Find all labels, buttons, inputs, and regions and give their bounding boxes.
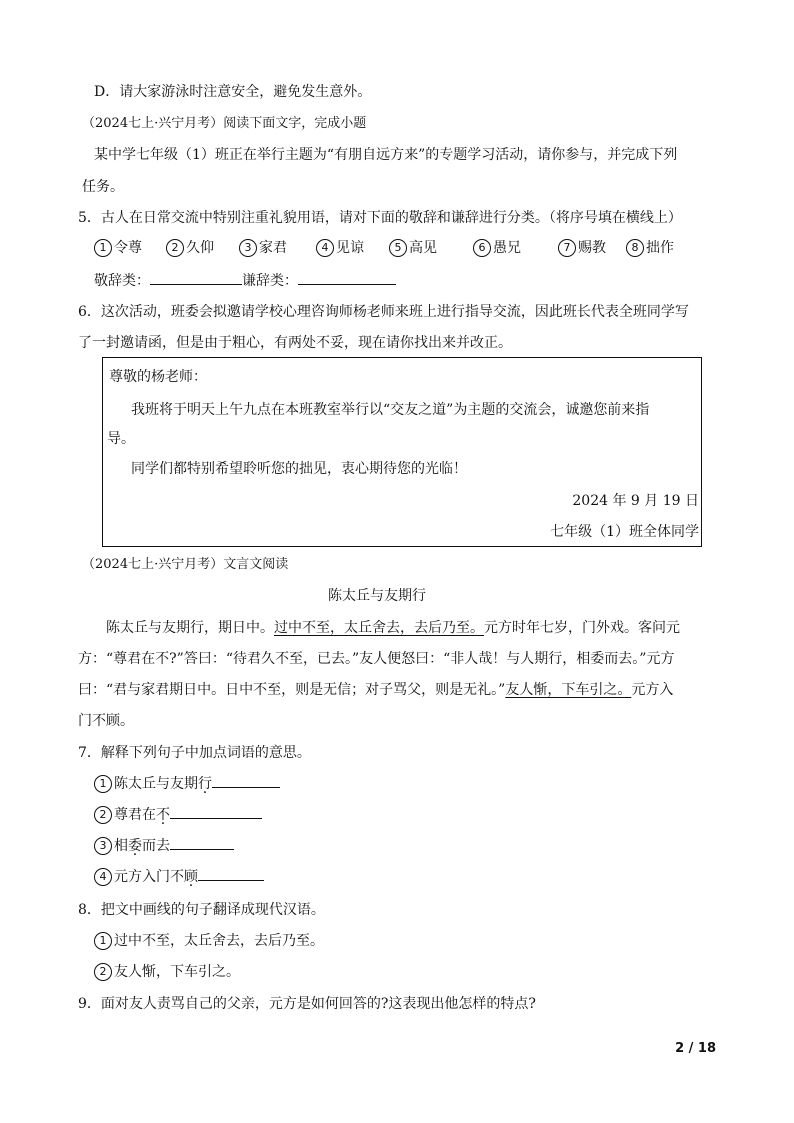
passage-line-1: 陈太丘与友期行，期日中。过中不至，太丘舍去，去后乃至。元方时年七岁，门外戏。客问元 [106, 620, 680, 636]
invitation-letter-box [102, 357, 702, 547]
option-item: 8 拙作 [626, 238, 674, 258]
question-7-stem: 7．解释下列句子中加点词语的意思。 [78, 745, 311, 761]
dotted-word: 委 [128, 838, 142, 854]
letter-date: 2024 年 9 月 19 日 [572, 493, 699, 509]
humble-answer-blank[interactable] [298, 270, 396, 285]
question-7-item: 1 陈太丘与友期行 [94, 773, 280, 794]
letter-salutation: 尊敬的杨老师： [109, 369, 207, 385]
option-item: 4 见谅 [316, 238, 364, 258]
letter-body-line-3: 同学们都特别希望聆听您的拙见，衷心期待您的光临！ [131, 461, 467, 477]
page-number: 2 / 18 [675, 1041, 716, 1056]
letter-body-line-2: 导。 [107, 431, 135, 447]
passage-title: 陈太丘与友期行 [328, 588, 426, 604]
question-5-stem: 5．古人在日常交流中特别注重礼貌用语，请对下面的敬辞和谦辞进行分类。（将序号填在横线上） [78, 210, 682, 226]
underlined-sentence-2: 友人惭，下车引之。 [505, 682, 632, 698]
question-8-item: 2 友人惭，下车引之。 [94, 962, 240, 982]
answer-blank[interactable] [212, 773, 280, 788]
question-4-option-d: D．请大家游泳时注意安全，避免发生意外。 [94, 84, 372, 100]
question-6-stem-line-2: 了一封邀请函，但是由于粗心，有两处不妥，现在请你找出来并改正。 [78, 335, 512, 351]
question-9-stem: 9．面对友人责骂自己的父亲，元方是如何回答的?这表现出他怎样的特点? [78, 996, 536, 1012]
question-8-stem: 8．把文中画线的句子翻译成现代汉语。 [78, 902, 325, 918]
letter-body-line-1: 我班将于明天上午九点在本班教室举行以“交友之道”为主题的交流会，诚邀您前来指 [131, 402, 650, 418]
honorific-label: 敬辞类： [94, 273, 150, 289]
option-item: 1 令尊 [94, 238, 142, 258]
section-intro-line-1: 某中学七年级（1）班正在举行主题为“有朋自远方来”的专题学习活动，请你参与，并完成下列 [94, 147, 678, 163]
option-item: 2 久仰 [166, 238, 214, 258]
underlined-sentence-1: 过中不至，太丘舍去，去后乃至。 [274, 620, 484, 636]
answer-blank[interactable] [198, 866, 264, 881]
section-source-1: （2024七上·兴宁月考）阅读下面文字，完成小题 [82, 116, 367, 131]
answer-blank[interactable] [170, 804, 262, 819]
answer-blank[interactable] [170, 835, 234, 850]
humble-label: 谦辞类： [242, 273, 298, 289]
option-item: 5 高见 [389, 238, 437, 258]
dotted-word: 行 [198, 776, 212, 792]
passage-line-2: 方：“尊君在不?”答曰：“待君久不至，已去。”友人便怒曰：“非人哉！与人期行，相委而去。”元方 [78, 651, 675, 667]
dotted-word: 顾 [184, 869, 198, 885]
option-item: 7 赐教 [558, 238, 606, 258]
passage-line-3: 曰：“君与家君期日中。日中不至，则是无信；对子骂父，则是无礼。”友人惭，下车引之。元方入 [78, 682, 674, 698]
question-7-item: 4 元方入门不顾 [94, 866, 264, 887]
question-7-item: 2 尊君在不 [94, 804, 262, 825]
letter-signature: 七年级（1）班全体同学 [550, 524, 699, 540]
question-6-stem-line-1: 6．这次活动，班委会拟邀请学校心理咨询师杨老师来班上进行指导交流，因此班长代表全班同学写 [78, 304, 689, 320]
question-5-answer-row [94, 270, 396, 291]
dotted-word: 不 [156, 807, 170, 823]
section-intro-line-2: 任务。 [82, 179, 124, 195]
option-item: 3 家君 [239, 238, 287, 258]
section-source-2: （2024七上·兴宁月考）文言文阅读 [82, 557, 289, 572]
question-8-item: 1 过中不至，太丘舍去，去后乃至。 [94, 931, 324, 951]
honorific-answer-blank[interactable] [150, 270, 242, 285]
option-item: 6 愚兄 [473, 238, 521, 258]
question-7-item: 3 相委而去 [94, 835, 234, 856]
passage-line-4: 门不顾。 [78, 713, 134, 729]
